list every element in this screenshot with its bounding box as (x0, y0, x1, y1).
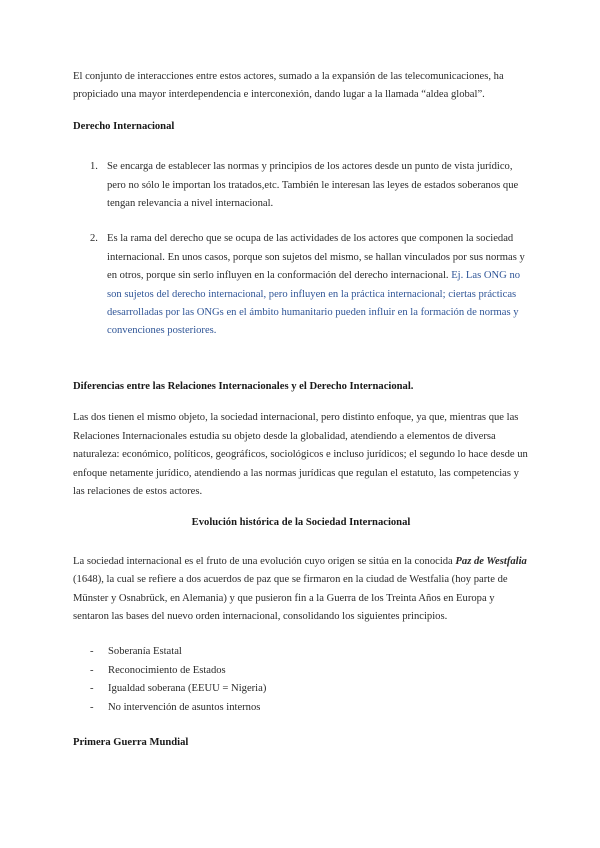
principles-list (73, 643, 529, 717)
derecho-numbered-list (73, 158, 529, 341)
list-number: 2. (90, 233, 98, 245)
heading-diferencias: Diferencias entre las Relaciones Internacionales y el Derecho Internacional. (73, 380, 414, 392)
principle-text: Soberanía Estatal (108, 646, 182, 658)
heading-evolucion-historica: Evolución histórica de la Sociedad Internacional (191, 517, 411, 529)
list-item-text: Es la rama del derecho que se ocupa de las actividades de los actores que componen la sociedad internacional. En unos casos, porque son sujetos del mismo, se hallan vinculados por sus normas y en otros, porque sin serlo influyen en la conformación del derecho internacional. (107, 233, 525, 282)
evolucion-paragraph (73, 553, 529, 627)
list-item (73, 158, 529, 213)
dash-marker: - (90, 646, 94, 658)
list-item (73, 662, 529, 680)
diferencias-paragraph: Las dos tienen el mismo objeto, la sociedad internacional, pero distinto enfoque, ya que, mientras que las Relaciones Internacionales estudia su objeto desde la globalidad, atendiendo a elementos de diversa naturaleza: económico, políticos, geográficos, sociológicos e incluso jurídicos; el segundo lo hace desde un enfoque netamente jurídico, atendiendo a las normas jurídicas que regulan el estatuto, las competencias y las relaciones de estos actores. (73, 412, 528, 497)
list-item (73, 230, 529, 340)
principle-text: Igualdad soberana (EEUU = Nigeria) (108, 683, 267, 695)
example-note: Ej. Las ONG no son sujetos del derecho internacional, pero influyen en la práctica internacional; ciertas prácticas desarrolladas por las ONGs en el ámbito humanitario pueden influir en la formación de normas y convenciones posteriores. (107, 270, 521, 337)
heading-derecho-internacional: Derecho Internacional (73, 120, 175, 132)
evolucion-text-before: La sociedad internacional es el fruto de una evolución cuyo origen se sitúa en la conocida (73, 555, 456, 567)
list-item (73, 699, 529, 717)
principle-text: No intervención de asuntos internos (108, 701, 261, 713)
document-page (73, 68, 529, 752)
list-item (73, 680, 529, 698)
list-number: 1. (90, 161, 98, 173)
dash-marker: - (90, 683, 94, 695)
dash-marker: - (90, 701, 94, 713)
list-item (73, 643, 529, 661)
principle-text: Reconocimiento de Estados (108, 664, 226, 676)
evolucion-text-after: (1648), la cual se refiere a dos acuerdos de paz que se firmaron en la ciudad de Westfalia (hoy parte de Münster y Osnabrück, en Alemania) y que pusieron fin a la Guerra de los Treinta Años en Europa y sentaron las bases del nuevo orden internacional, consolidando los siguientes principios. (73, 574, 508, 622)
heading-primera-guerra-mundial: Primera Guerra Mundial (73, 736, 189, 748)
paz-de-westfalia-emphasis: Paz de Westfalia (455, 555, 527, 567)
list-item-text: Se encarga de establecer las normas y principios de los actores desde un punto de vista jurídico, pero no sólo le importan los tratados,etc. También le interesan las leyes de estados soberanos que tengan relevancia a nivel internacional. (107, 161, 519, 210)
dash-marker: - (90, 664, 94, 676)
intro-paragraph: El conjunto de interacciones entre estos actores, sumado a la expansión de las telecomunicaciones, ha propiciado una mayor interdependencia e interconexión, dando lugar a la llamada “aldea global”. (73, 71, 504, 101)
